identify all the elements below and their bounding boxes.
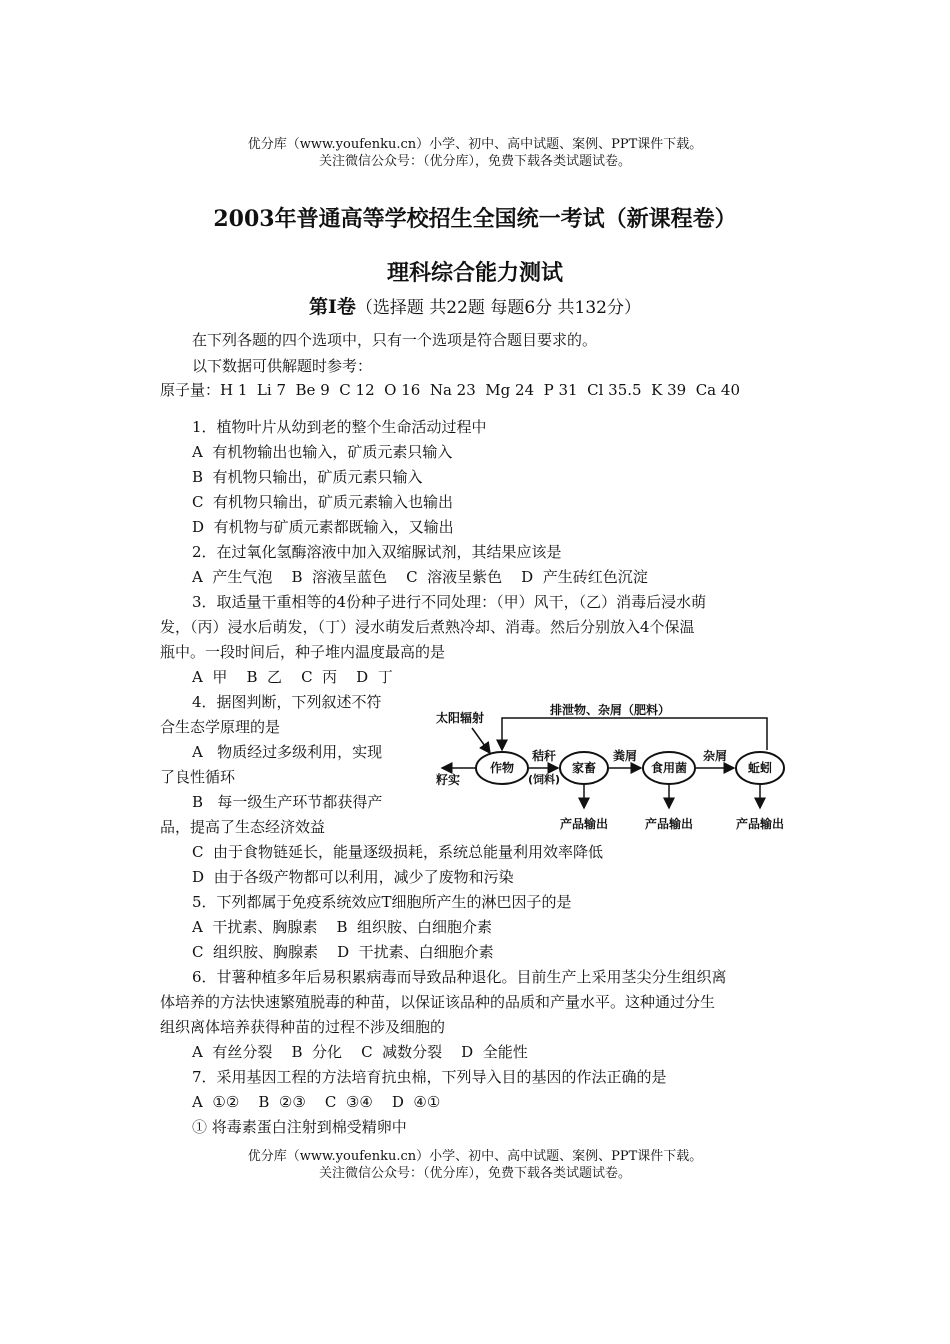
q5-stem: 5．下列都属于免疫系统效应T细胞所产生的淋巴因子的是 bbox=[192, 893, 572, 911]
q1-option-c: C 有机物只输出，矿质元素输入也输出 bbox=[192, 493, 454, 511]
q1-option-a: A 有机物输出也输入，矿质元素只输入 bbox=[192, 443, 453, 461]
q4-option-b-line-2: 品，提高了生态经济效益 bbox=[160, 818, 326, 836]
atomic-weights: 原子量：H 1 Li 7 Be 9 C 12 O 16 Na 23 Mg 24 P 31 Cl 35.5 K 39 Ca 40 bbox=[160, 381, 740, 399]
q4-option-a-line-2: 了良性循环 bbox=[160, 768, 236, 786]
q4-option-d: D 由于各级产物都可以利用，减少了废物和污染 bbox=[192, 868, 514, 886]
sun-arrow bbox=[472, 728, 490, 753]
q3-line-1: 3．取适量干重相等的4份种子进行不同处理：（甲）风干，（乙）消毒后浸水萌 bbox=[192, 593, 707, 611]
earthworm-label: 蚯蚓 bbox=[747, 761, 773, 775]
q7-item-1: ① 将毒素蛋白注射到棉受精卵中 bbox=[192, 1118, 407, 1136]
part-note: （选择题 共22题 每题6分 共132分） bbox=[355, 298, 641, 318]
output-label-3: 产品输出 bbox=[735, 817, 785, 831]
header-line-1: 优分库（www.youfenku.cn）小学、初中、高中试题、案例、PPT课件下载。 bbox=[247, 137, 703, 152]
q5-options-cd: C 组织胺、胸腺素 D 干扰素、白细胞介素 bbox=[192, 943, 494, 961]
q6-line-3: 组织离体培养获得种苗的过程不涉及细胞的 bbox=[160, 1018, 446, 1036]
q4-option-b-line-1: B 每一级生产环节都获得产 bbox=[192, 793, 383, 811]
q4-option-c: C 由于食物链延长，能量逐级损耗，系统总能量利用效率降低 bbox=[192, 843, 604, 861]
q7-options: A ①② B ②③ C ③④ D ④① bbox=[192, 1093, 441, 1111]
part-heading bbox=[0, 292, 950, 319]
feed-label: (饲料) bbox=[527, 773, 561, 786]
debris-label: 杂屑 bbox=[702, 749, 728, 763]
q7-stem: 7．采用基因工程的方法培育抗虫棉，下列导入目的基因的作法正确的是 bbox=[192, 1068, 667, 1086]
q4-line-2: 合生态学原理的是 bbox=[160, 718, 281, 736]
q4-line-1: 4．据图判断，下列叙述不符 bbox=[192, 693, 382, 711]
q2-options: A 产生气泡 B 溶液呈蓝色 C 溶液呈紫色 D 产生砖红色沉淀 bbox=[192, 568, 648, 586]
sun-label: 太阳辐射 bbox=[436, 711, 485, 725]
q2-stem: 2．在过氧化氢酶溶液中加入双缩脲试剂，其结果应该是 bbox=[192, 543, 562, 561]
intro-line-1: 在下列各题的四个选项中，只有一个选项是符合题目要求的。 bbox=[192, 331, 598, 349]
output-label-2: 产品输出 bbox=[644, 817, 694, 831]
q5-options-ab: A 干扰素、胸腺素 B 组织胺、白细胞介素 bbox=[192, 918, 493, 936]
seed-label: 籽实 bbox=[436, 773, 461, 787]
q3-options: A 甲 B 乙 C 丙 D 丁 bbox=[192, 668, 393, 686]
ecology-diagram bbox=[432, 698, 798, 838]
manure-return-arrow bbox=[502, 718, 767, 750]
q1-option-d: D 有机物与矿质元素都既输入，又输出 bbox=[192, 518, 454, 536]
intro-line-2: 以下数据可供解题时参考： bbox=[192, 357, 373, 375]
output-label-1: 产品输出 bbox=[559, 817, 609, 831]
footer-line-2: 关注微信公众号：（优分库），免费下载各类试题试卷。 bbox=[318, 1166, 631, 1181]
q3-line-2: 发，（丙）浸水后萌发，（丁）浸水萌发后煮熟冷却、消毒。然后分别放入4个保温 bbox=[160, 618, 695, 636]
livestock-label: 家畜 bbox=[571, 761, 597, 775]
fungus-label: 食用菌 bbox=[650, 761, 688, 775]
straw-label: 秸秆 bbox=[531, 749, 557, 763]
top-loop-label: 排泄物、杂屑（肥料） bbox=[550, 703, 671, 717]
footer-line-1: 优分库（www.youfenku.cn）小学、初中、高中试题、案例、PPT课件下载。 bbox=[247, 1149, 703, 1164]
q3-line-3: 瓶中。一段时间后，种子堆内温度最高的是 bbox=[160, 643, 446, 661]
q1-option-b: B 有机物只输出，矿质元素只输入 bbox=[192, 468, 423, 486]
q6-line-1: 6．甘薯种植多年后易积累病毒而导致品种退化。目前生产上采用茎尖分生组织离 bbox=[192, 968, 727, 986]
part-label: 第I卷 bbox=[309, 296, 356, 318]
q1-stem: 1．植物叶片从幼到老的整个生命活动过程中 bbox=[192, 418, 487, 436]
exam-subtitle: 理科综合能力测试 bbox=[386, 260, 563, 286]
header-line-2: 关注微信公众号：（优分库），免费下载各类试题试卷。 bbox=[318, 154, 631, 169]
q6-options: A 有丝分裂 B 分化 C 减数分裂 D 全能性 bbox=[192, 1043, 528, 1061]
manure-label: 粪屑 bbox=[612, 749, 638, 763]
exam-title: 2003年普通高等学校招生全国统一考试（新课程卷） bbox=[213, 206, 737, 232]
q4-option-a-line-1: A 物质经过多级利用，实现 bbox=[192, 743, 383, 761]
crop-label: 作物 bbox=[489, 761, 515, 775]
q6-line-2: 体培养的方法快速繁殖脱毒的种苗，以保证该品种的品质和产量水平。这种通过分生 bbox=[160, 993, 716, 1011]
